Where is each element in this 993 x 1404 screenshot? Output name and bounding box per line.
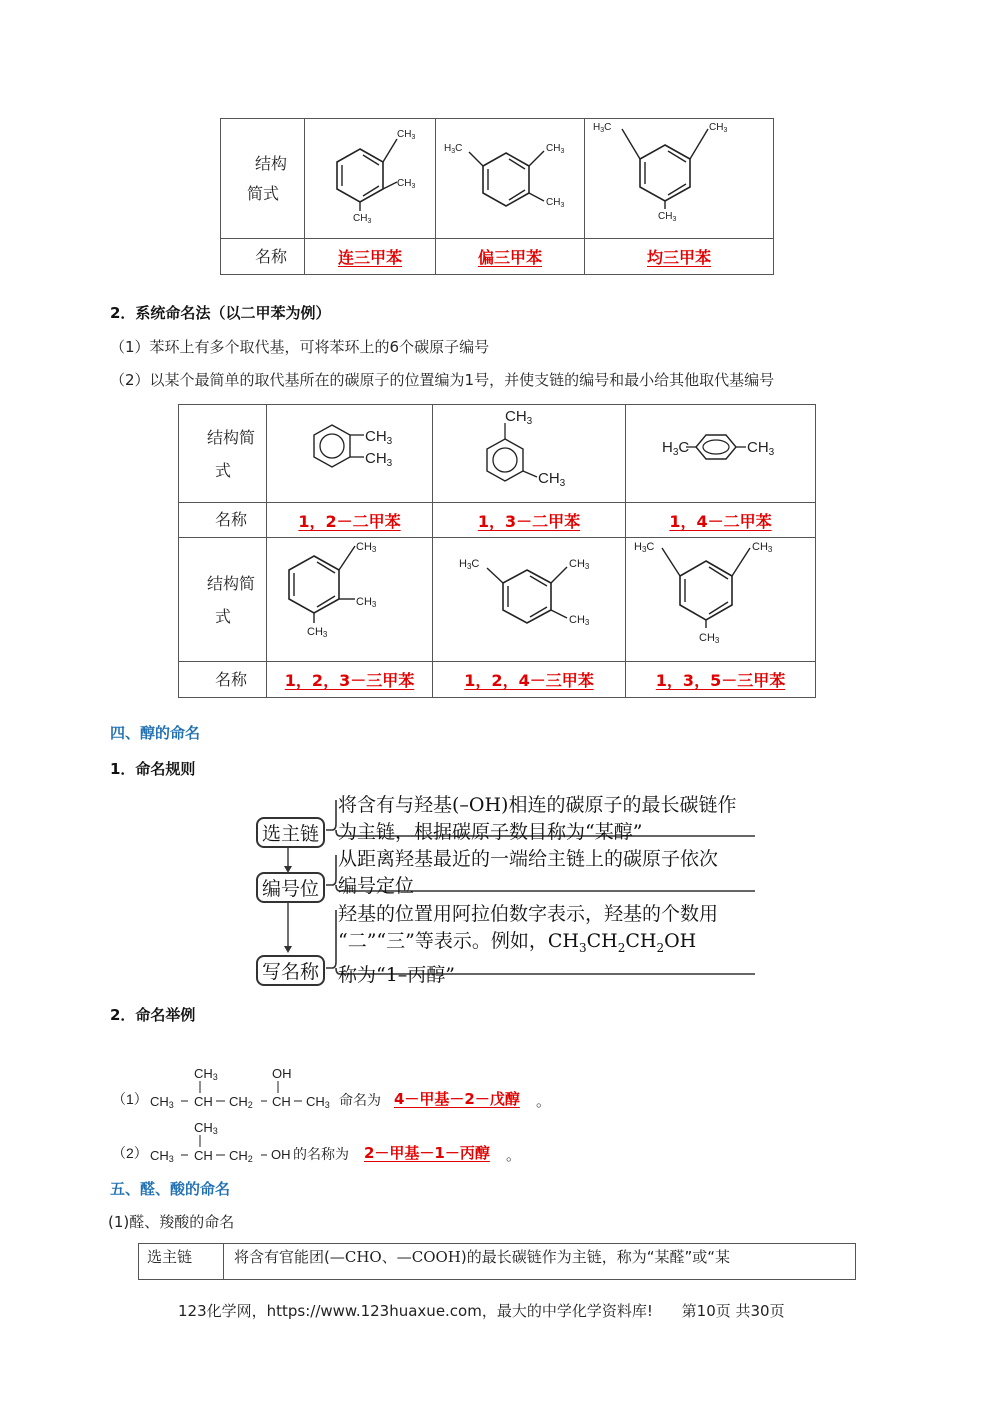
label-name: 名称 [255, 246, 288, 266]
label-structure-b: 式 [215, 606, 232, 626]
name-cell [626, 503, 816, 538]
structure-cell-o-xylene [267, 405, 433, 503]
svg-text:H3C: H3C [459, 558, 480, 571]
example-2 [112, 1118, 672, 1166]
name-label-cell [179, 662, 267, 698]
svg-text:CH3: CH3 [569, 558, 590, 571]
name-cell [433, 503, 626, 538]
svg-text:CH3: $CH_3$ [365, 428, 393, 447]
item-number: (1) [108, 1213, 130, 1231]
p-xylene-structure [626, 405, 815, 498]
svg-text:CH3: $CH_3$ [353, 213, 372, 225]
rule-text: 将含有官能团(—CHO、—COOH)的最长碳链作为主链，称为“某醛”或“某 [234, 1248, 731, 1266]
name-pseudocumene: 偏三甲苯 [477, 248, 542, 267]
svg-text:CH3: $CH_3$ [658, 211, 677, 223]
name-124-trimethylbenzene: 1，2，4－三甲苯 [464, 671, 594, 690]
svg-text:H3C: H3C [634, 541, 655, 554]
svg-text:CH3: $CH_3$ [709, 122, 728, 134]
label-name: 名称 [215, 510, 248, 529]
svg-text:CH3: CH3 [306, 1094, 330, 1110]
svg-text:CH3: $CH_3$ [397, 178, 416, 190]
svg-text:CH3: CH3 [194, 1066, 218, 1082]
name-cell [585, 239, 774, 275]
svg-text:CH: CH [194, 1148, 213, 1163]
m-xylene-structure [433, 405, 625, 498]
structure-cell-124-trimethylbenzene [433, 538, 626, 662]
svg-text:H3C: $H_3C$ [662, 439, 690, 458]
example-2-answer: 2－甲基－1－丙醇 [364, 1144, 490, 1162]
subheading-examples: 2．命名举例 [110, 1006, 196, 1024]
label-structure-b: 式 [215, 460, 232, 480]
name-cell [626, 662, 816, 698]
example-2-period: 。 [506, 1146, 522, 1164]
name-p-xylene: 1，4－二甲苯 [669, 511, 772, 531]
name-label-cell [179, 503, 267, 538]
name-m-xylene: 1，3－二甲苯 [477, 511, 581, 531]
systematic-name-table [178, 404, 816, 698]
svg-text:（2）: （2） [112, 1145, 148, 1161]
svg-text:命名为: 命名为 [339, 1092, 381, 1108]
structure-cell-mesitylene [585, 119, 774, 239]
svg-text:H3C: $H_3C$ [593, 122, 612, 134]
name-mesitylene: 均三甲苯 [646, 248, 711, 267]
svg-text:CH3: CH3 [150, 1094, 174, 1110]
svg-text:CH3: CH3 [307, 626, 328, 639]
rule-text-1: 将含有与羟基(–OH)相连的碳原子的最长碳链作 为主链，根据碳原子数目称为“某醇” [338, 794, 737, 843]
svg-text:的名称为: 的名称为 [293, 1146, 349, 1162]
svg-text:CH3: $CH_3$ [546, 143, 565, 155]
section-heading-aldehyde-acid: 五、醛、酸的命名 [110, 1180, 231, 1198]
svg-text:CH: CH [194, 1094, 213, 1109]
svg-text:CH3: $CH_3$ [747, 439, 775, 458]
label-structure-b: 简式 [247, 183, 280, 203]
table-label-cell [139, 1244, 224, 1280]
label-name: 名称 [215, 669, 248, 689]
label-structure-a: 结构简 [207, 573, 256, 593]
footer-site-text: 123化学网，https://www.123huaxue.com，最大的中学化学资料库! [178, 1302, 653, 1320]
name-cell [433, 662, 626, 698]
table-text-cell [224, 1244, 856, 1280]
svg-text:CH2: CH2 [229, 1094, 253, 1110]
123-trimethylbenzene-structure [267, 538, 432, 657]
svg-text:CH3: CH3 [569, 614, 590, 627]
step-select-main-chain: 选主链 [256, 817, 325, 848]
step-write-name: 写名称 [256, 955, 325, 986]
structure-cell-135-trimethylbenzene [626, 538, 816, 662]
trimethylbenzene-common-name-table [220, 118, 774, 275]
label-structure-a: 结构简 [207, 427, 256, 447]
footer-page-number: 第10页 共30页 [681, 1302, 785, 1320]
step-numbering: 编号位 [256, 872, 325, 903]
svg-text:CH3: $CH_3$ [546, 197, 565, 209]
label-structure-a: 结构 [255, 153, 288, 173]
structure-cell-m-xylene [433, 405, 626, 503]
page-footer [178, 1300, 785, 1321]
svg-text:CH2: CH2 [229, 1148, 253, 1164]
rule-text-3: 羟基的位置用阿拉伯数字表示，羟基的个数用 “二”“三”等表示。例如，$CH_3CH_2CH_2OH$ 称为“1–丙醇” [338, 903, 719, 986]
label-select-main-chain: 选主链 [147, 1248, 193, 1266]
mesitylene-structure [585, 119, 773, 234]
section-heading: 2．系统命名法（以二甲苯为例） [110, 304, 331, 322]
svg-text:（1）: （1） [112, 1091, 148, 1107]
name-hemimellitene: 连三甲苯 [337, 248, 402, 267]
name-cell [436, 239, 585, 275]
subheading-rules: 1．命名规则 [110, 760, 196, 778]
svg-text:OH: OH [271, 1147, 291, 1162]
svg-text:H3C: $H_3C$ [444, 143, 463, 155]
paragraph-line: （2）以某个最简单的取代基所在的碳原子的位置编为1号，并使支链的编号和最小给其他取代基编号 [110, 371, 775, 389]
structure-label-cell [221, 119, 305, 239]
svg-text:CH3: CH3 [356, 541, 377, 554]
svg-text:CH3: $CH_3$ [538, 470, 566, 489]
svg-text:CH3: CH3 [356, 596, 377, 609]
structure-label-cell [179, 538, 267, 662]
structure-cell-123-trimethylbenzene [267, 538, 433, 662]
rule-text-2: 从距离羟基最近的一端给主链上的碳原子依次 编号定位 [338, 848, 719, 897]
svg-text:CH3: CH3 [699, 632, 720, 645]
o-xylene-structure [267, 405, 432, 498]
pseudocumene-structure [436, 119, 584, 234]
name-o-xylene: 1，2－二甲苯 [298, 511, 401, 531]
aldehyde-acid-naming-table [138, 1243, 856, 1280]
name-135-trimethylbenzene: 1，3，5－三甲苯 [655, 671, 786, 690]
svg-text:OH: OH [272, 1066, 292, 1081]
svg-text:CH3: $CH_3$ [397, 129, 416, 141]
name-cell [267, 503, 433, 538]
svg-text:CH3: CH3 [150, 1148, 174, 1164]
example-1-formula [112, 1064, 672, 1112]
name-123-trimethylbenzene: 1，2，3－三甲苯 [284, 671, 415, 690]
svg-text:CH3: CH3 [194, 1120, 218, 1136]
paragraph-line: （1）苯环上有多个取代基，可将苯环上的6个碳原子编号 [110, 338, 490, 356]
svg-text:CH3: $CH_3$ [365, 450, 393, 469]
name-label-cell [221, 239, 305, 275]
svg-text:CH3: $CH_3$ [505, 408, 533, 427]
structure-cell-pseudocumene [436, 119, 585, 239]
svg-text:CH: CH [272, 1094, 291, 1109]
structure-cell-p-xylene [626, 405, 816, 503]
structure-label-cell [179, 405, 267, 503]
example-1-period: 。 [536, 1092, 552, 1110]
124-trimethylbenzene-structure [433, 538, 625, 657]
hemimellitene-structure [305, 119, 435, 234]
135-trimethylbenzene-structure [626, 538, 815, 657]
naming-rules-diagram [250, 790, 760, 985]
structure-cell-hemimellitene [305, 119, 436, 239]
svg-text:CH3: CH3 [752, 541, 773, 554]
example-1-answer: 4－甲基－2－戊醇 [394, 1090, 520, 1108]
example-1 [112, 1064, 672, 1112]
name-cell [267, 662, 433, 698]
section-heading-alcohol: 四、醇的命名 [110, 724, 201, 742]
paragraph-line: (1)醛、羧酸的命名 [108, 1213, 235, 1231]
name-cell [305, 239, 436, 275]
